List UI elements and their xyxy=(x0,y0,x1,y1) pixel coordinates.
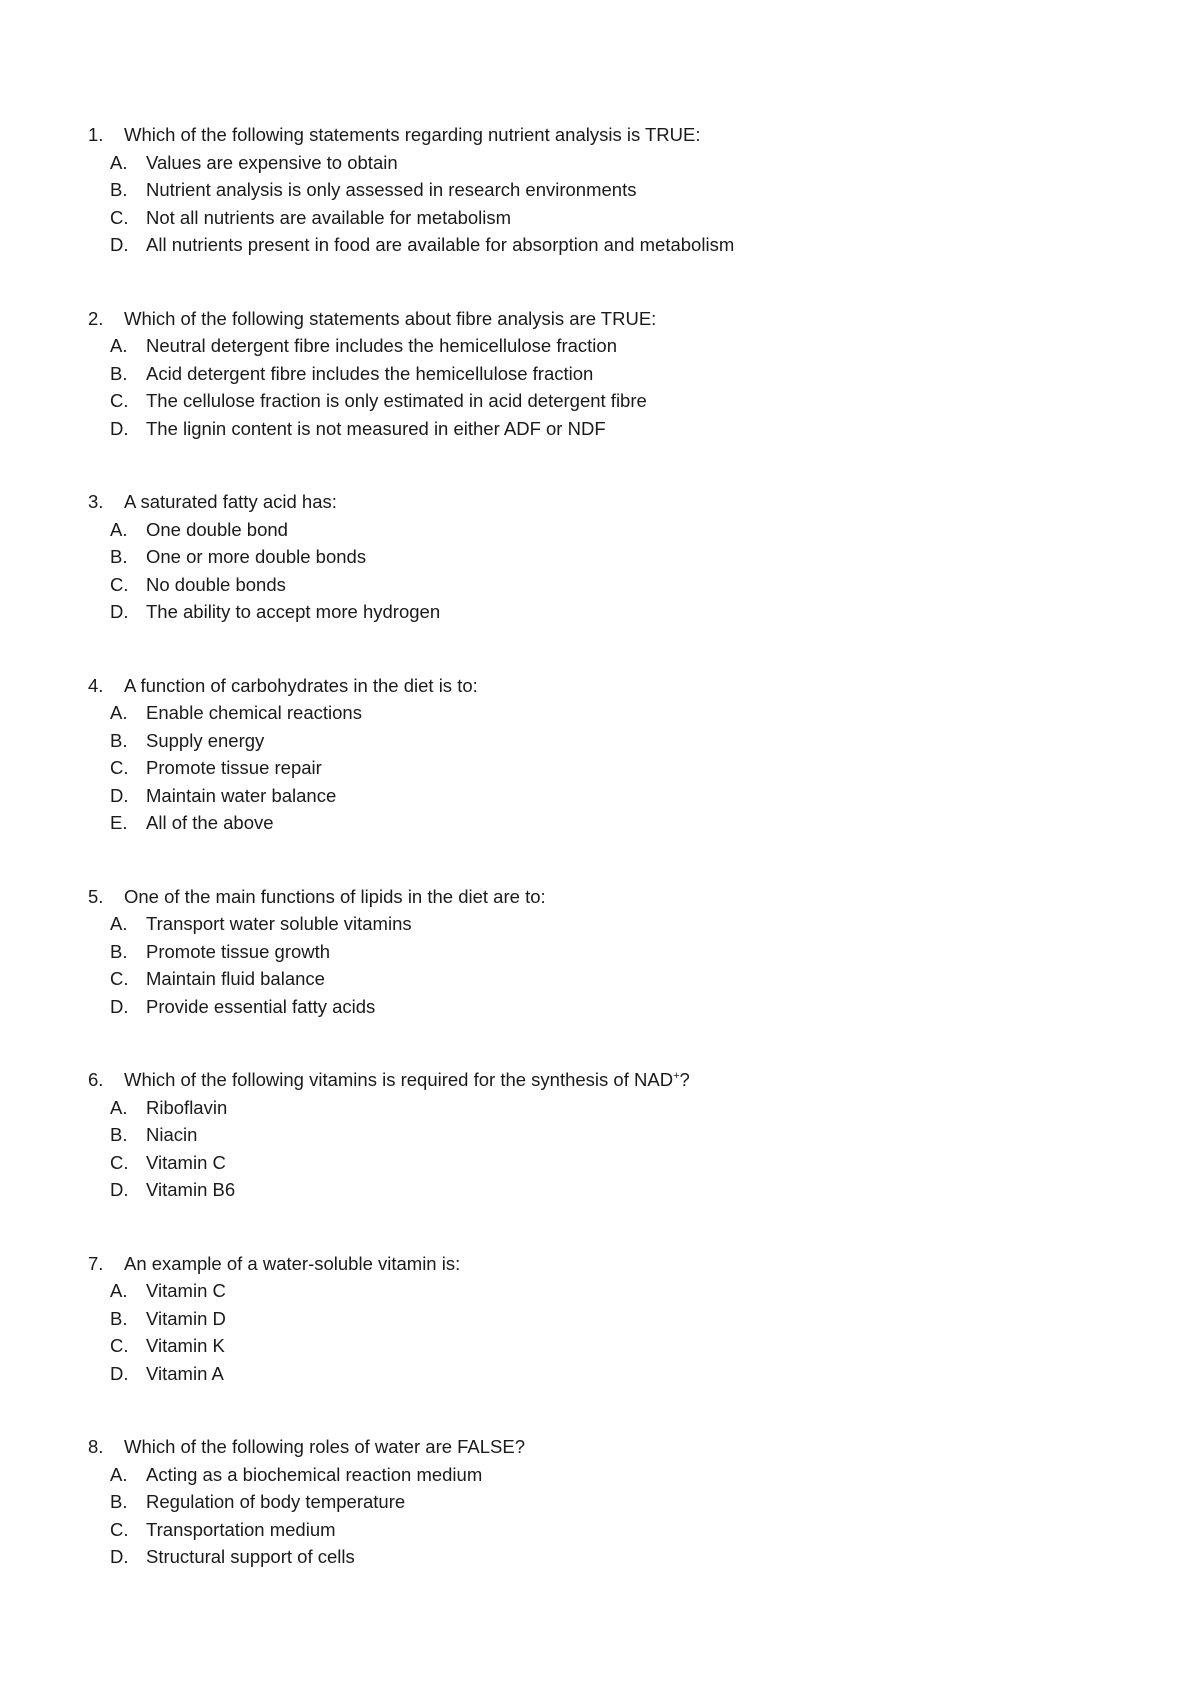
option-text: Vitamin A xyxy=(146,1362,224,1384)
question-text-main: Which of the following vitamins is required for the synthesis of NAD xyxy=(124,1069,674,1090)
option-b xyxy=(110,1121,1128,1149)
option-b xyxy=(110,1305,1128,1333)
question-stem xyxy=(88,1250,1128,1278)
option-text: The ability to accept more hydrogen xyxy=(146,601,441,622)
option-b xyxy=(110,543,1128,571)
option-text: Maintain water balance xyxy=(146,784,337,806)
option-text: Nutrient analysis is only assessed in research environments xyxy=(146,179,637,200)
question-2 xyxy=(88,305,1128,443)
option-letter: D. xyxy=(110,1179,129,1200)
option-c xyxy=(110,204,1128,232)
option-letter: D. xyxy=(110,601,129,622)
option-a xyxy=(110,910,1128,938)
question-text: An example of a water-soluble vitamin is: xyxy=(124,1252,461,1274)
option-a xyxy=(110,516,1128,544)
option-list xyxy=(88,910,1128,1020)
question-text: One of the main functions of lipids in the diet are to: xyxy=(124,885,546,907)
option-b xyxy=(110,1488,1128,1516)
superscript-plus: + xyxy=(673,1069,680,1082)
option-d xyxy=(110,415,1128,443)
option-letter: B. xyxy=(110,362,128,384)
option-c xyxy=(110,965,1128,993)
option-a xyxy=(110,1277,1128,1305)
option-text: One double bond xyxy=(146,518,288,540)
option-text: The cellulose fraction is only estimated in acid detergent fibre xyxy=(146,390,647,411)
option-c xyxy=(110,387,1128,415)
option-e xyxy=(110,809,1128,837)
question-8 xyxy=(88,1433,1128,1571)
question-list xyxy=(88,121,1128,1617)
option-letter: B. xyxy=(110,1124,128,1145)
option-letter: C. xyxy=(110,1151,129,1173)
option-letter: C. xyxy=(110,206,129,228)
question-stem xyxy=(88,121,1128,149)
option-letter: C. xyxy=(110,968,129,989)
option-letter: C. xyxy=(110,573,129,595)
question-text: Which of the following statements about fibre analysis are TRUE: xyxy=(124,307,657,329)
question-number: 1. xyxy=(88,124,104,145)
option-text: Regulation of body temperature xyxy=(146,1491,406,1512)
option-letter: A. xyxy=(110,1096,128,1118)
question-stem xyxy=(88,672,1128,700)
option-letter: D. xyxy=(110,1362,129,1384)
option-c xyxy=(110,1516,1128,1544)
option-b xyxy=(110,176,1128,204)
option-d xyxy=(110,1360,1128,1388)
option-text: All nutrients present in food are available for absorption and metabolism xyxy=(146,234,735,255)
option-d xyxy=(110,598,1128,626)
option-text: Acid detergent fibre includes the hemicellulose fraction xyxy=(146,362,594,384)
option-letter: A. xyxy=(110,151,128,173)
option-list xyxy=(88,1461,1128,1571)
question-5 xyxy=(88,883,1128,1021)
option-text: Acting as a biochemical reaction medium xyxy=(146,1463,483,1485)
question-text: Which of the following statements regarding nutrient analysis is TRUE: xyxy=(124,124,701,145)
question-1 xyxy=(88,121,1128,259)
option-text: The lignin content is not measured in either ADF or NDF xyxy=(146,417,606,439)
option-text: Promote tissue repair xyxy=(146,757,322,778)
option-d xyxy=(110,1176,1128,1204)
question-stem xyxy=(88,1433,1128,1461)
option-text: Enable chemical reactions xyxy=(146,702,362,723)
option-text: Maintain fluid balance xyxy=(146,968,325,989)
option-text: One or more double bonds xyxy=(146,546,367,567)
option-c xyxy=(110,1332,1128,1360)
option-a xyxy=(110,332,1128,360)
option-text: Not all nutrients are available for metabolism xyxy=(146,206,512,228)
option-d xyxy=(110,1543,1128,1571)
option-letter: A. xyxy=(110,1280,128,1301)
option-letter: B. xyxy=(110,1307,128,1329)
option-text: Structural support of cells xyxy=(146,1546,355,1567)
option-c xyxy=(110,1149,1128,1177)
question-text: A saturated fatty acid has: xyxy=(124,491,337,512)
option-list xyxy=(88,516,1128,626)
option-text: Riboflavin xyxy=(146,1096,228,1118)
option-text: Vitamin C xyxy=(146,1151,226,1173)
option-text: Values are expensive to obtain xyxy=(146,151,398,173)
option-letter: C. xyxy=(110,1335,129,1356)
option-letter: A. xyxy=(110,913,128,934)
option-c xyxy=(110,571,1128,599)
option-text: Neutral detergent fibre includes the hemicellulose fraction xyxy=(146,335,617,356)
question-7 xyxy=(88,1250,1128,1388)
question-stem xyxy=(88,883,1128,911)
question-6 xyxy=(88,1066,1128,1204)
option-text: No double bonds xyxy=(146,573,286,595)
option-letter: D. xyxy=(110,234,129,255)
question-stem xyxy=(88,305,1128,333)
option-letter: A. xyxy=(110,518,128,540)
option-b xyxy=(110,360,1128,388)
option-letter: A. xyxy=(110,1463,128,1485)
question-number: 3. xyxy=(88,491,104,512)
option-text: Promote tissue growth xyxy=(146,940,331,962)
option-list xyxy=(88,149,1128,259)
option-a xyxy=(110,149,1128,177)
option-letter: D. xyxy=(110,1546,129,1567)
option-letter: A. xyxy=(110,702,128,723)
option-d xyxy=(110,993,1128,1021)
option-text: Vitamin K xyxy=(146,1335,225,1356)
option-letter: C. xyxy=(110,390,129,411)
option-letter: B. xyxy=(110,1491,128,1512)
question-text: Which of the following roles of water are FALSE? xyxy=(124,1436,526,1457)
question-number: 4. xyxy=(88,674,104,696)
question-number: 2. xyxy=(88,307,104,329)
option-b xyxy=(110,938,1128,966)
option-text: Niacin xyxy=(146,1124,198,1145)
option-d xyxy=(110,231,1128,259)
option-letter: C. xyxy=(110,1518,129,1540)
question-stem xyxy=(88,1066,1128,1094)
option-letter: B. xyxy=(110,179,128,200)
option-list xyxy=(88,332,1128,442)
question-text xyxy=(124,1066,690,1094)
option-letter: D. xyxy=(110,784,129,806)
option-letter: B. xyxy=(110,729,128,751)
option-letter: D. xyxy=(110,417,129,439)
option-b xyxy=(110,727,1128,755)
question-text-end: ? xyxy=(679,1069,690,1090)
question-4 xyxy=(88,672,1128,837)
question-number: 8. xyxy=(88,1436,104,1457)
option-text: Vitamin D xyxy=(146,1307,226,1329)
option-letter: A. xyxy=(110,335,128,356)
option-list xyxy=(88,699,1128,837)
option-letter: E. xyxy=(110,812,128,833)
option-a xyxy=(110,1461,1128,1489)
option-letter: B. xyxy=(110,546,128,567)
option-a xyxy=(110,699,1128,727)
option-text: Transportation medium xyxy=(146,1518,336,1540)
option-list xyxy=(88,1094,1128,1204)
question-stem xyxy=(88,488,1128,516)
option-list xyxy=(88,1277,1128,1387)
option-text: Provide essential fatty acids xyxy=(146,995,376,1017)
option-c xyxy=(110,754,1128,782)
option-text: Vitamin C xyxy=(146,1280,226,1301)
option-letter: D. xyxy=(110,995,129,1017)
question-number: 7. xyxy=(88,1252,104,1274)
option-letter: C. xyxy=(110,757,129,778)
option-text: Vitamin B6 xyxy=(146,1179,236,1200)
question-3 xyxy=(88,488,1128,626)
option-d xyxy=(110,782,1128,810)
question-text: A function of carbohydrates in the diet is to: xyxy=(124,674,478,696)
option-text: Transport water soluble vitamins xyxy=(146,913,412,934)
option-letter: B. xyxy=(110,940,128,962)
question-number: 6. xyxy=(88,1069,104,1090)
option-text: Supply energy xyxy=(146,729,265,751)
question-number: 5. xyxy=(88,885,104,907)
option-a xyxy=(110,1094,1128,1122)
option-text: All of the above xyxy=(146,812,274,833)
